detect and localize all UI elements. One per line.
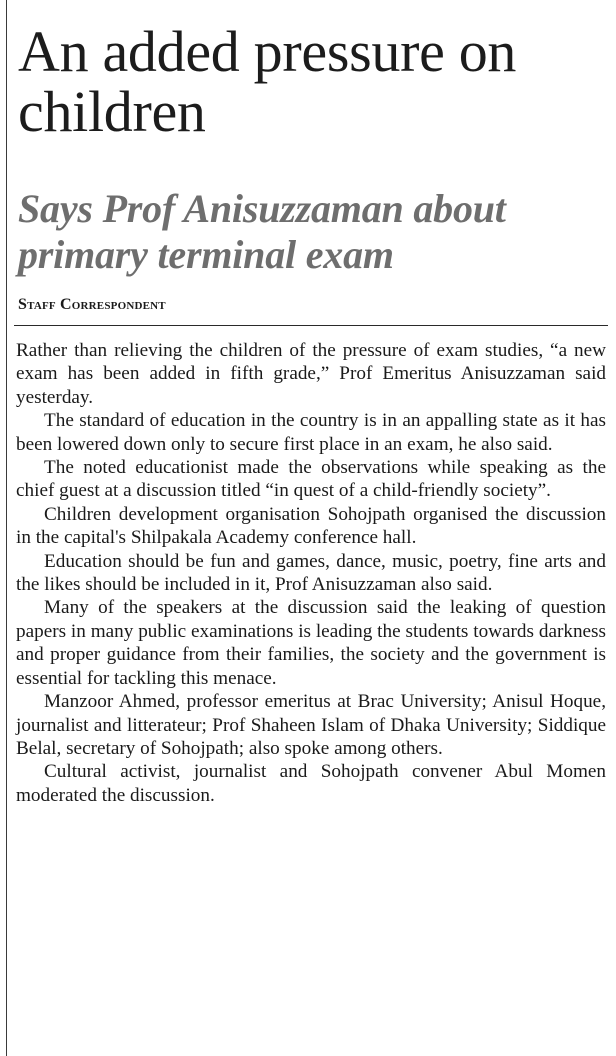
article-paragraph: Manzoor Ahmed, professor emeritus at Brac University; Anisul Hoque, journalist and litterateur; Prof Shaheen Islam of Dhaka University; Siddique Belal, secretary of Sohojpath; also spoke among others. (16, 691, 606, 759)
article-byline: Staff Correspondent (18, 296, 166, 313)
article-paragraph: The standard of education in the country is in an appalling state as it has been lowered down only to secure first place in an exam, he also said. (16, 410, 606, 455)
byline-divider (14, 325, 608, 326)
article-paragraph: The noted educationist made the observations while speaking as the chief guest at a discussion titled “in quest of a child-friendly society”. (16, 457, 606, 502)
article-paragraph: Cultural activist, journalist and Sohojpath convener Abul Momen moderated the discussion. (16, 761, 606, 806)
article-paragraph: Children development organisation Sohojpath organised the discussion in the capital's Shilpakala Academy conference hall. (16, 503, 606, 549)
article-body (16, 339, 606, 807)
article-headline: An added pressure on children (18, 19, 517, 144)
article-paragraph: Rather than relieving the children of the pressure of exam studies, “a new exam has been added in fifth grade,” Prof Emeritus Anisuzzaman said yesterday. (16, 340, 606, 408)
article-subheadline: Says Prof Anisuzzaman about primary terminal exam (18, 186, 506, 277)
column-left-rule (6, 0, 7, 1056)
article-paragraph: Many of the speakers at the discussion said the leaking of question papers in many public examinations is leading the students towards darkness and proper guidance from their families, the society and the government is essential for tackling this menace. (16, 597, 606, 689)
article-paragraph: Education should be fun and games, dance, music, poetry, fine arts and the likes should be included in it, Prof Anisuzzaman also said. (16, 550, 606, 596)
